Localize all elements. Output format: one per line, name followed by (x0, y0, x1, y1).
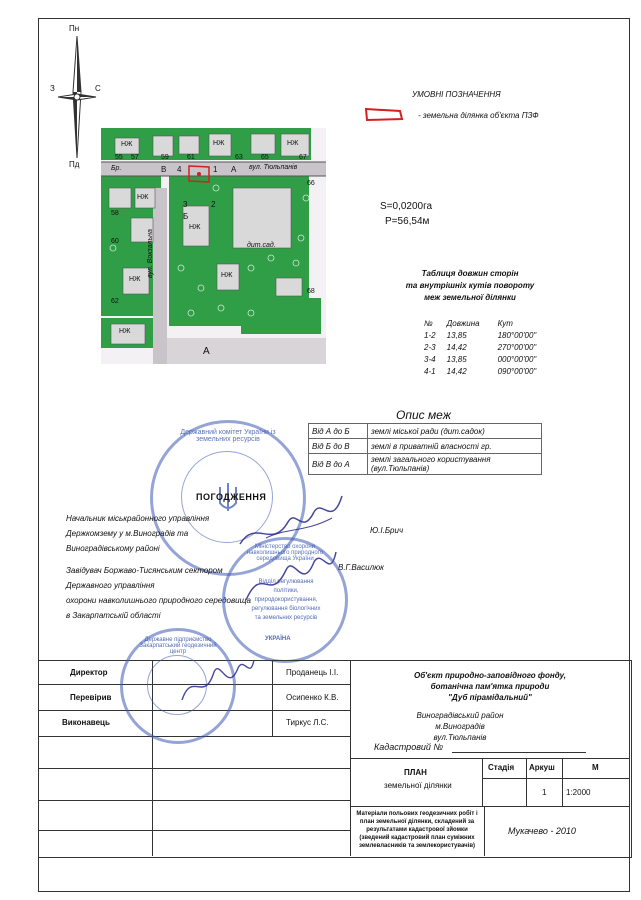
row-number: 1-2 (424, 331, 436, 340)
place-year: Мукачево - 2010 (508, 826, 576, 836)
boundaries-table (308, 423, 542, 475)
street-short-label: Бр. (111, 165, 122, 172)
row-length: 13,85 (446, 331, 467, 340)
approval-title: ПОГОДЖЕННЯ (196, 492, 267, 502)
val-sheet: 1 (542, 788, 547, 797)
lengths-table (424, 318, 542, 378)
house-number-67: 67 (299, 154, 307, 161)
house-number-61: 61 (187, 154, 195, 161)
role-director: Директор (70, 668, 108, 677)
house-number-58: 58 (111, 210, 119, 217)
site-map (101, 128, 326, 364)
official1-name: Ю.І.Брич (370, 526, 404, 535)
lengths-title-line-3: меж земельної ділянки (424, 293, 516, 302)
col-stage: Стадія (488, 763, 515, 772)
official2-line-4: в Закарпатській області (66, 611, 161, 620)
house-label-3: НЖ (287, 140, 299, 147)
house-label-4: НЖ (137, 194, 149, 201)
header-number: № (424, 319, 433, 328)
row-angle: 270°00'00" (497, 343, 537, 352)
tb-hline-9 (350, 806, 630, 807)
materials-text: Матеріали польових геодезичних робіт і план земельної ділянки, складений за результатами кадастрової зйомки (зведений кадастровий план суміжних землевласників та землекористувачів) (356, 811, 478, 849)
compass-rose-icon (52, 22, 102, 172)
row-number: 3-4 (424, 355, 436, 364)
official1-line-2: Держкомзему у м.Виноградів та (66, 529, 189, 538)
official1-line-3: Виноградівському районі (66, 544, 160, 553)
role-checked: Перевірив (70, 693, 112, 702)
boundary-from: Від В до А (309, 454, 368, 475)
stamp2-line-4: регулювання біологічних (251, 606, 321, 612)
tb-hline-7 (350, 758, 630, 759)
row-angle: 000°00'00" (497, 355, 537, 364)
point-label-3: 3 (183, 200, 188, 209)
tb-vline-2 (272, 660, 273, 736)
compass-north: Пн (69, 24, 80, 33)
perimeter-value: P=56,54м (385, 216, 430, 227)
lengths-title-line-1: Таблиця довжин сторін (421, 269, 519, 278)
table-row (309, 424, 542, 439)
legend-item: - земельна ділянка об'єкта ПЗФ (418, 111, 539, 120)
house-number-55: 55 (115, 154, 123, 161)
object-line-1: Об'єкт природно-заповідного фонду, (413, 671, 567, 680)
object-line-2: ботанічна пам'ятка природи (430, 682, 550, 691)
row-number: 2-3 (424, 343, 436, 352)
stamp1-text: Державний комітет України із земельних ресурсів (180, 429, 276, 443)
legend-title: УМОВНІ ПОЗНАЧЕННЯ (412, 90, 501, 99)
tb-vline-6 (562, 758, 563, 806)
official2-line-3: охорони навколишнього природного середовища (66, 596, 251, 605)
name-checked: Осипенко К.В. (286, 693, 339, 702)
house-label-8: НЖ (119, 328, 131, 335)
official2-line-1: Завідувач Боржаво-Тисянським сектором (66, 566, 223, 575)
point-label-a: А (231, 165, 237, 174)
point-label-v: В (161, 165, 167, 174)
house-number-68: 68 (307, 288, 315, 295)
area-value: S=0,0200га (380, 201, 433, 212)
object-line-3: "Дуб пірамідальний" (448, 693, 532, 702)
role-executor: Виконавець (62, 718, 110, 727)
house-label-1: НЖ (121, 141, 133, 148)
house-label-5: НЖ (189, 224, 201, 231)
header-length: Довжина (446, 319, 480, 328)
official1-line-1: Начальник міськрайонного управління (66, 514, 210, 523)
row-length: 14,42 (446, 343, 467, 352)
official2-name: В.Г.Василюк (338, 563, 384, 572)
stamp2-country: УКРАЇНА (265, 636, 291, 642)
table-row (309, 454, 542, 475)
boundaries-title: Опис меж (396, 408, 451, 422)
lengths-title-line-2: та внутрішніх кутів повороту (405, 281, 535, 290)
legend-swatch (364, 106, 404, 122)
tb-hline-4 (38, 768, 351, 769)
tb-vline-7 (484, 806, 485, 856)
compass-west: З (50, 84, 55, 93)
official2-line-2: Державного управління (66, 581, 155, 590)
location (380, 710, 540, 743)
signature-3 (178, 650, 258, 710)
row-angle: 180°00'00" (497, 331, 537, 340)
tb-hline-6 (38, 830, 351, 831)
stamp2-line-3: природокористування, (254, 597, 318, 603)
house-number-63: 63 (235, 154, 243, 161)
stamp2-line-5: та земельних ресурсів (254, 615, 318, 621)
location-line-3: вул.Тюльпанів (433, 733, 487, 742)
house-number-60: 60 (111, 238, 119, 245)
stamp2-text: Міністерство охорони навколишнього природного середовища України (246, 544, 324, 562)
boundary-desc: землі міської ради (дит.садок) (368, 424, 542, 439)
row-angle: 090°00'00" (497, 367, 537, 376)
stamp2-center (245, 578, 327, 623)
official1-block (66, 511, 209, 556)
location-line-2: м.Виноградів (435, 722, 485, 731)
point-label-b: Б (183, 212, 189, 221)
house-number-59: 59 (161, 154, 169, 161)
object-title (380, 670, 600, 703)
tb-vline-4 (482, 758, 483, 806)
row-length: 13,85 (446, 355, 467, 364)
table-row (424, 366, 542, 378)
lengths-table-header (424, 318, 542, 330)
point-label-1: 1 (213, 165, 218, 174)
val-scale: 1:2000 (566, 788, 591, 797)
row-length: 14,42 (446, 367, 467, 376)
compass-south: Пд (69, 160, 80, 169)
map-bottom-label: А (203, 346, 210, 357)
boundary-from: Від Б до В (309, 439, 368, 454)
cadastral-label: Кадастровий № (374, 742, 444, 752)
stamp-environment-ministry (222, 537, 348, 663)
street-top-label: вул. Тюльпанів (249, 164, 298, 171)
cadastral-underline (452, 752, 586, 753)
compass (52, 22, 102, 172)
plan-subtitle: земельної ділянки (384, 781, 452, 790)
tb-vline-5 (526, 758, 527, 806)
row-number: 4-1 (424, 367, 436, 376)
boundary-desc: землі загального користування (вул.Тюльпанів) (368, 454, 542, 475)
house-number-57: 57 (131, 154, 139, 161)
table-row (424, 342, 542, 354)
boundary-desc: землі в приватній власності гр. (368, 439, 542, 454)
point-label-4: 4 (177, 165, 182, 174)
location-line-1: Виноградівський район (416, 711, 504, 720)
table-row (424, 330, 542, 342)
plan-title: ПЛАН (404, 768, 427, 777)
stamp2-line-1: Відділ регулювання (258, 579, 314, 585)
house-number-66: 66 (307, 180, 315, 187)
stamp2-line-2: політики, (273, 588, 299, 594)
table-row (309, 439, 542, 454)
boundary-from: Від А до Б (309, 424, 368, 439)
stamp3-text: Державне підприємство Закарпатський геодезичний центр (139, 637, 217, 655)
house-number-62: 62 (111, 298, 119, 305)
house-number-65: 65 (261, 154, 269, 161)
compass-east: С (95, 84, 101, 93)
point-label-2: 2 (211, 200, 216, 209)
header-angle: Кут (497, 319, 513, 328)
house-label-7: НЖ (129, 276, 141, 283)
col-sheet: Аркуш (529, 763, 555, 772)
house-label-2: НЖ (213, 140, 225, 147)
name-executor: Тиркус Л.С. (286, 718, 329, 727)
name-director: Проданець І.І. (286, 668, 339, 677)
kindergarten-label: дит.сад. (247, 242, 276, 249)
street-side-label: вул. Вокзальна (147, 229, 154, 278)
house-label-6: НЖ (221, 272, 233, 279)
lengths-table-title (380, 268, 560, 304)
table-row (424, 354, 542, 366)
col-scale: М (592, 763, 599, 772)
tb-hline-8 (482, 778, 630, 779)
tb-hline-5 (38, 800, 351, 801)
